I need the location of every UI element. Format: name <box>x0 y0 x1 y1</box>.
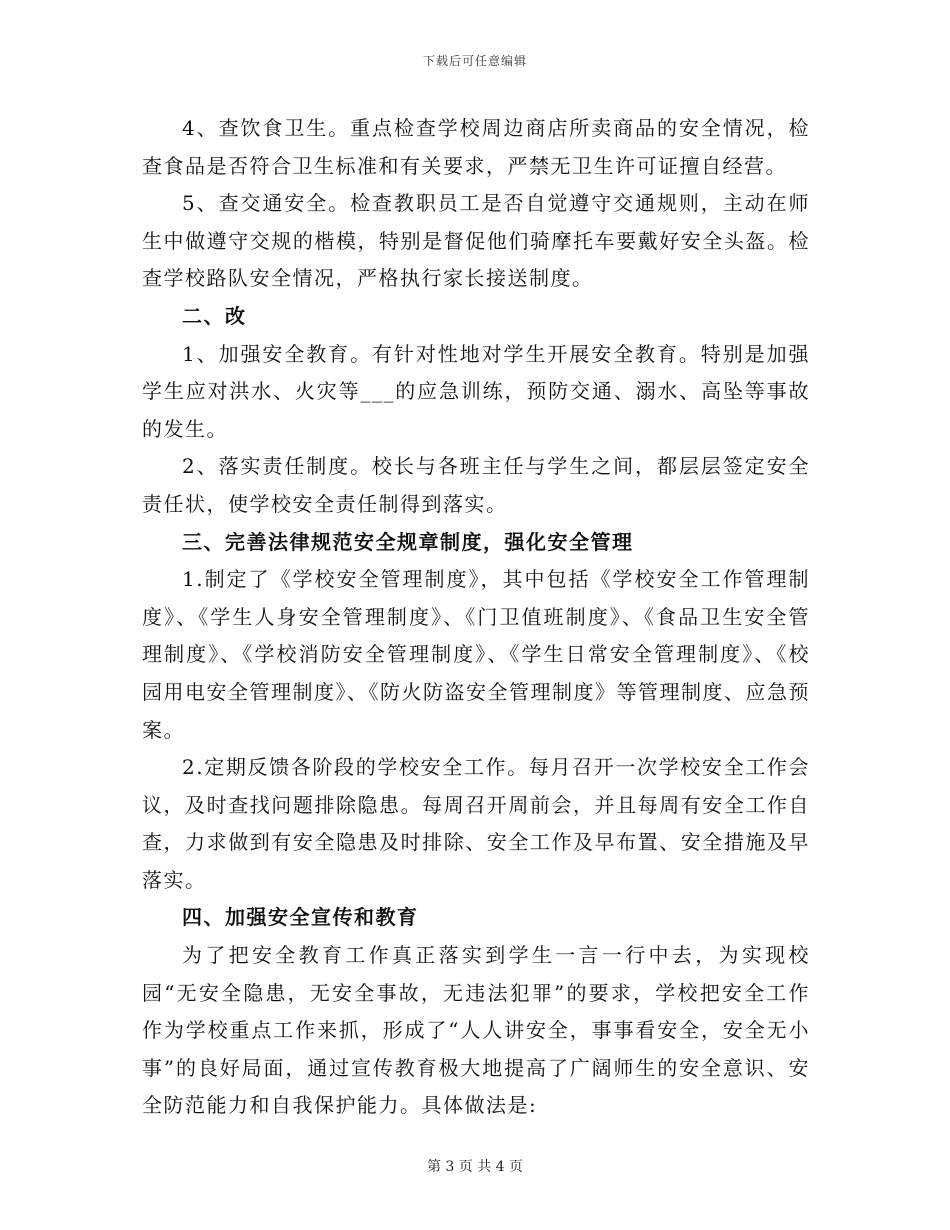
paragraph-feedback: 2.定期反馈各阶段的学校安全工作。每月召开一次学校安全工作会议，及时查找问题排除隐患。每周召开周前会，并且每周有安全工作自查，力求做到有安全隐患及时排除、安全工作及早布置、安全措施及早落实。 <box>142 755 810 892</box>
page-header-note: 下载后可任意编辑 <box>422 54 527 68</box>
paragraph-traffic-safety: 5、查交通安全。检查教职员工是否自觉遵守交通规则，主动在师生中做遵守交规的楷模，特别是督促他们骑摩托车要戴好安全头盔。检查学校路队安全情况，严格执行家长接送制度。 <box>142 191 810 291</box>
paragraph-responsibility: 2、落实责任制度。校长与各班主任与学生之间，都层层签定安全责任状，使学校安全责任制得到落实。 <box>142 454 810 516</box>
paragraph-publicity: 为了把安全教育工作真正落实到学生一言一行中去，为实现校园“无安全隐患，无安全事故，无违法犯罪”的要求，学校把安全工作作为学校重点工作来抓，形成了“人人讲安全，事事看安全，安全无小事”的良好局面，通过宣传教育极大地提高了广阔师生的安全意识、安全防范能力和自我保护能力。具体做法是: <box>142 943 810 1118</box>
paragraph-food-hygiene: 4、查饮食卫生。重点检查学校周边商店所卖商品的安全情况，检查食品是否符合卫生标准和有关要求，严禁无卫生许可证擅自经营。 <box>142 116 810 178</box>
section-heading-3: 三、完善法律规范安全规章制度，强化安全管理 <box>182 529 634 554</box>
section-heading-2: 二、改 <box>182 303 247 328</box>
section-heading-4: 四、加强安全宣传和教育 <box>182 905 419 930</box>
page-number: 第 3 页 共 4 页 <box>426 1159 524 1175</box>
paragraph-regulations: 1.制定了《学校安全管理制度》，其中包括《学校安全工作管理制度》、《学生人身安全管理制度》、《门卫值班制度》、《食品卫生安全管理制度》、《学校消防安全管理制度》、《学生日常安全管理制度》、《校园用电安全管理制度》、《防火防盗安全管理制度》等管理制度、应急预案。 <box>142 567 810 742</box>
document-body <box>142 110 810 1125</box>
paragraph-safety-education: 1、加强安全教育。有针对性地对学生开展安全教育。特别是加强学生应对洪水、火灾等___的应急训练，预防交通、溺水、高坠等事故的发生。 <box>142 341 810 441</box>
